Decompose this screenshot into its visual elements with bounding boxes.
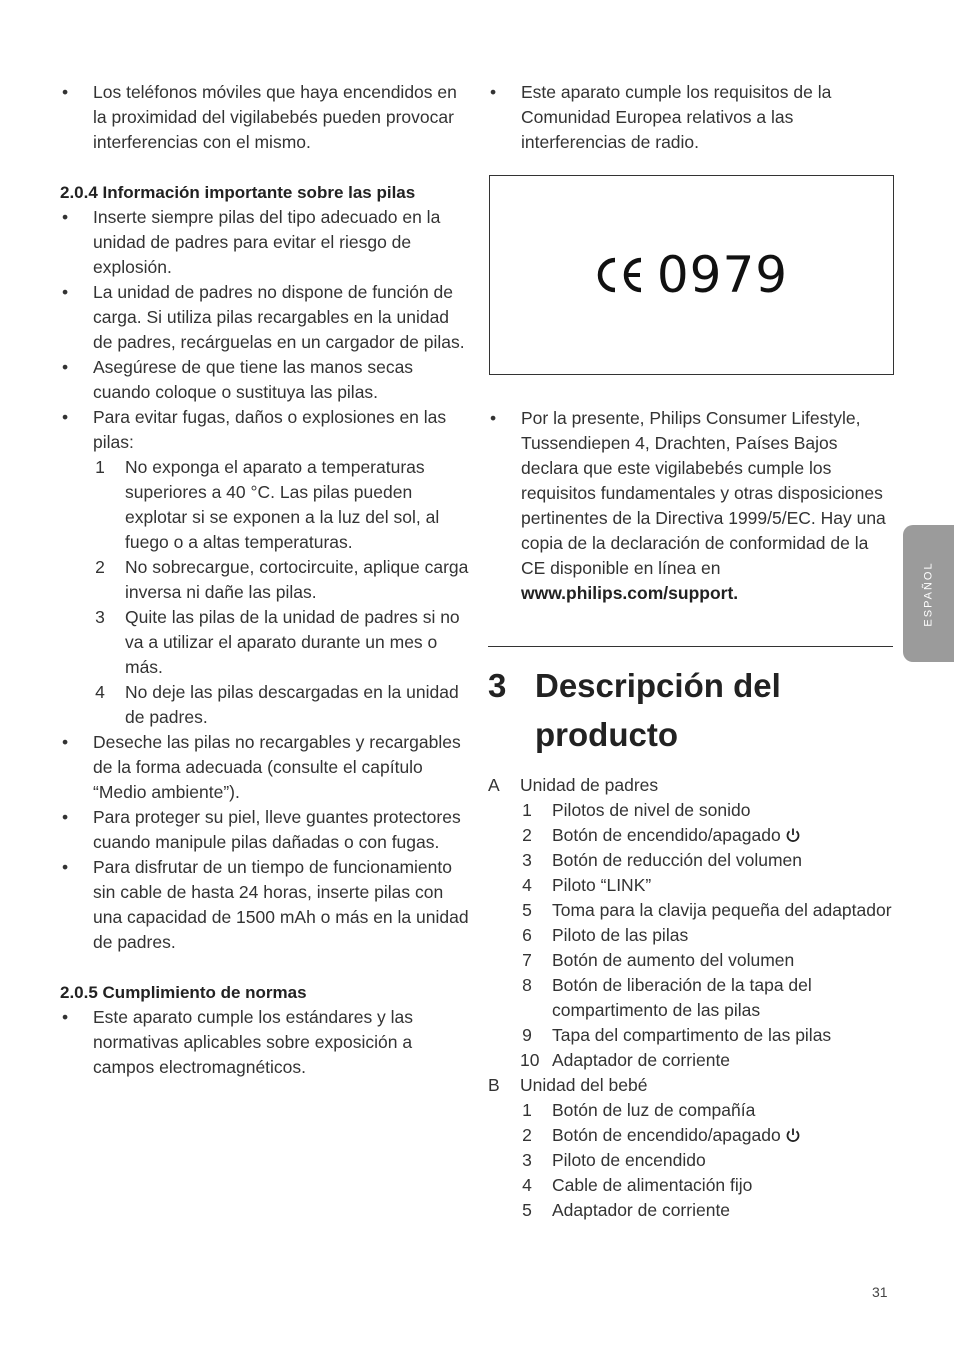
item-text: Cable de alimentación fijo: [552, 1175, 753, 1195]
item-text: Quite las pilas de la unidad de padres si no va a utilizar el aparato durante un mes o más.: [125, 607, 460, 677]
language-tab: [903, 525, 954, 662]
item-number: 8: [522, 975, 532, 995]
item-number: 6: [522, 925, 532, 945]
item-number: 2: [95, 557, 105, 577]
item-text: Piloto “LINK”: [552, 875, 652, 895]
right-column: [488, 80, 894, 1223]
group-parent-unit: [488, 773, 894, 1073]
list-item: [520, 1173, 894, 1198]
item-text: Botón de reducción del volumen: [552, 850, 803, 870]
list-item: • Para proteger su piel, lleve guantes protectores cuando manipule pilas dañadas o con fugas.: [60, 805, 470, 855]
group-letter: B: [488, 1075, 500, 1095]
list-item: [520, 1148, 894, 1173]
list-item: • Este aparato cumple los requisitos de la Comunidad Europea relativos a las interferencias de radio.: [488, 80, 894, 155]
sublist-item: [93, 680, 470, 730]
language-tab-label: ESPAÑOL: [922, 560, 934, 627]
page-number: 31: [872, 1284, 888, 1300]
compliance-heading: 2.0.5 Cumplimiento de normas: [60, 983, 307, 1002]
item-text: Tapa del compartimento de las pilas: [552, 1025, 832, 1045]
item-number: 2: [522, 825, 532, 845]
item-number: 5: [522, 900, 532, 920]
sublist-item: [93, 555, 470, 605]
item-text: Botón de encendido/apagado: [552, 825, 781, 845]
list-item: [520, 1023, 894, 1048]
battery-list: [60, 205, 470, 955]
group-title: Unidad de padres: [520, 775, 659, 795]
power-icon: [785, 1127, 801, 1143]
section-divider: [488, 646, 893, 647]
list-item: [520, 848, 894, 873]
item-number: 4: [522, 1175, 532, 1195]
item-number: 3: [522, 1150, 532, 1170]
left-column: [60, 80, 470, 1080]
group-letter: A: [488, 775, 500, 795]
list-item: [520, 1098, 894, 1123]
list-item: • Deseche las pilas no recargables y recargables de la forma adecuada (consulte el capítulo “Medio ambiente”).: [60, 730, 470, 805]
list-item: [520, 873, 894, 898]
list-item: • Este aparato cumple los estándares y las normativas aplicables sobre exposición a campos electromagnéticos.: [60, 1005, 470, 1080]
parent-unit-list: [520, 798, 894, 1073]
item-number: 7: [522, 950, 532, 970]
ce-number: 0979: [656, 246, 789, 304]
section-title-text: Descripción del producto: [535, 667, 781, 753]
item-text: No sobrecargue, cortocircuite, aplique carga inversa ni dañe las pilas.: [125, 557, 469, 602]
item-text: Piloto de las pilas: [552, 925, 689, 945]
item-number: 4: [95, 682, 105, 702]
group-baby-unit: [488, 1073, 894, 1223]
list-item: [520, 1198, 894, 1223]
list-item: • Asegúrese de que tiene las manos secas cuando coloque o sustituya las pilas.: [60, 355, 470, 405]
item-number: 1: [95, 457, 105, 477]
list-item: [488, 406, 894, 606]
list-item: [520, 798, 894, 823]
list-item: [520, 923, 894, 948]
battery-heading: 2.0.4 Información importante sobre las pilas: [60, 183, 416, 202]
section-number: 3: [488, 667, 507, 704]
list-item: • Los teléfonos móviles que haya encendidos en la proximidad del vigilabebés pueden provocar interferencias con el mismo.: [60, 80, 470, 155]
item-text: Adaptador de corriente: [552, 1050, 731, 1070]
sublist-item: [93, 605, 470, 680]
item-number: 4: [522, 875, 532, 895]
list-item: • La unidad de padres no dispone de función de carga. Si utiliza pilas recargables en la unidad de padres, recárguelas en un cargador de pilas.: [60, 280, 470, 355]
list-item: [60, 405, 470, 730]
ce-mark-icon: [595, 256, 647, 294]
item-text: Piloto de encendido: [552, 1150, 706, 1170]
item-text: Pilotos de nivel de sonido: [552, 800, 751, 820]
item-text: Botón de luz de compañía: [552, 1100, 756, 1120]
item-number: 5: [522, 1200, 532, 1220]
sublist-item: [93, 455, 470, 555]
list-item: [520, 1048, 894, 1073]
ce-marking-box: [489, 175, 894, 375]
item-text: Botón de liberación de la tapa del compartimento de las pilas: [552, 975, 812, 1020]
list-item: [520, 948, 894, 973]
list-item-text: Para evitar fugas, daños o explosiones en las pilas:: [93, 407, 447, 452]
list-item: [520, 1123, 894, 1148]
intro-list: [60, 80, 470, 155]
list-item: [520, 898, 894, 923]
list-item: [520, 973, 894, 1023]
item-number: 10: [520, 1050, 540, 1070]
item-text: Botón de aumento del volumen: [552, 950, 795, 970]
list-item: [520, 823, 894, 848]
radio-list: [488, 80, 894, 155]
declaration-text: Por la presente, Philips Consumer Lifestyle, Tussendiepen 4, Drachten, Países Bajos declara que este vigilabebés cumple los requisitos fundamentales y otras disposiciones pertinentes de la Directiva 1999/5/EC. Hay una copia de la declaración de conformidad de la CE disponible en línea en: [521, 408, 886, 578]
power-icon: [785, 827, 801, 843]
item-text: Toma para la clavija pequeña del adaptador: [552, 900, 892, 920]
list-item: • Para disfrutar de un tiempo de funcionamiento sin cable de hasta 24 horas, inserte pilas con una capacidad de 1500 mAh o más en la unidad de padres.: [60, 855, 470, 955]
item-number: 3: [95, 607, 105, 627]
item-number: 3: [522, 850, 532, 870]
list-item: • Inserte siempre pilas del tipo adecuado en la unidad de padres para evitar el riesgo de explosión.: [60, 205, 470, 280]
declaration-list: [488, 406, 894, 606]
compliance-list: [60, 1005, 470, 1080]
group-title: Unidad del bebé: [520, 1075, 648, 1095]
section-title: [488, 661, 894, 759]
baby-unit-list: [520, 1098, 894, 1223]
item-number: 1: [522, 800, 532, 820]
item-text: No deje las pilas descargadas en la unidad de padres.: [125, 682, 459, 727]
battery-sublist: [93, 455, 470, 730]
item-number: 9: [522, 1025, 532, 1045]
item-text: Botón de encendido/apagado: [552, 1125, 781, 1145]
item-text: No exponga el aparato a temperaturas superiores a 40 °C. Las pilas pueden explotar si se exponen a la luz del sol, al fuego o a altas temperaturas.: [125, 457, 440, 552]
item-number: 1: [522, 1100, 532, 1120]
item-number: 2: [522, 1125, 532, 1145]
item-text: Adaptador de corriente: [552, 1200, 731, 1220]
support-link[interactable]: www.philips.com/support.: [521, 583, 739, 603]
